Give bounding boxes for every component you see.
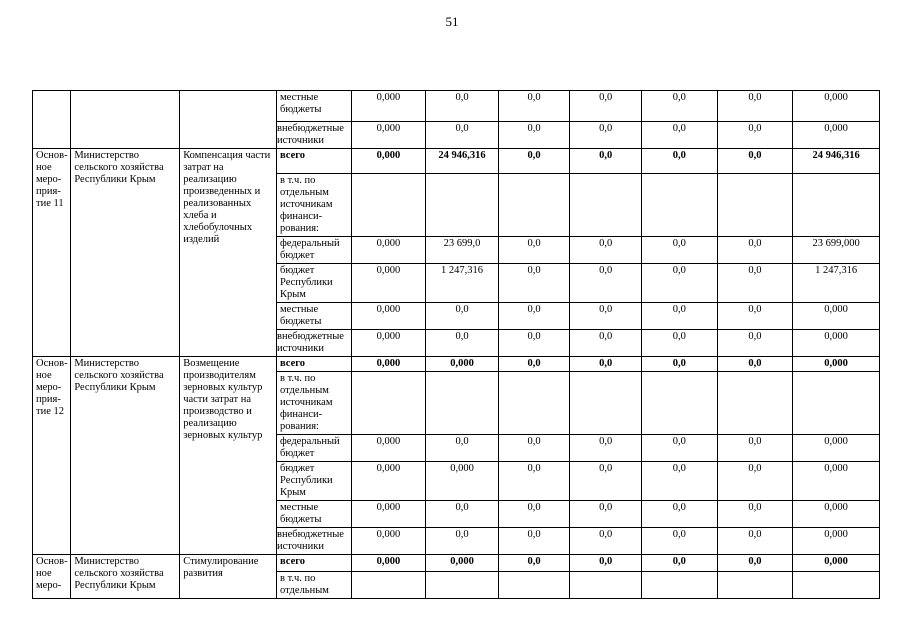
value-cell: 1 247,316 xyxy=(793,264,880,303)
funding-source: всего xyxy=(277,149,352,174)
value-cell: 0,0 xyxy=(641,122,717,149)
value-cell: 0,0 xyxy=(498,330,570,357)
activity-code-cell: Основ-ное меро-прия-тие 12 xyxy=(33,357,71,555)
value-cell: 0,0 xyxy=(498,237,570,264)
funding-source: федеральный бюджет xyxy=(277,435,352,462)
value-cell: 0,0 xyxy=(641,330,717,357)
value-cell: 0,000 xyxy=(351,149,426,174)
funding-source: всего xyxy=(277,357,352,372)
value-cell: 0,000 xyxy=(793,357,880,372)
value-cell: 24 946,316 xyxy=(793,149,880,174)
value-cell: 0,0 xyxy=(641,91,717,122)
value-cell: 0,0 xyxy=(570,91,642,122)
value-cell: 0,0 xyxy=(570,435,642,462)
budget-table xyxy=(32,90,880,599)
value-cell: 0,000 xyxy=(793,122,880,149)
value-cell: 0,0 xyxy=(498,149,570,174)
value-cell: 0,000 xyxy=(793,462,880,501)
funding-source: всего xyxy=(277,555,352,572)
value-cell: 0,0 xyxy=(717,303,793,330)
executor-cell: Министерство сельского хозяйства Республики Крым xyxy=(71,149,180,357)
value-cell: 0,000 xyxy=(351,122,426,149)
funding-source: в т.ч. по отдельным xyxy=(277,572,352,599)
value-cell: 0,0 xyxy=(641,303,717,330)
activity-code-cell: Основ-ное меро- xyxy=(33,555,71,599)
value-cell: 0,0 xyxy=(498,91,570,122)
value-cell: 0,0 xyxy=(426,528,499,555)
value-cell: 0,0 xyxy=(717,149,793,174)
value-cell: 0,0 xyxy=(570,528,642,555)
value-cell: 0,0 xyxy=(426,501,499,528)
funding-source: внебюджетные источники xyxy=(277,528,352,555)
value-cell: 0,0 xyxy=(641,357,717,372)
value-cell: 0,0 xyxy=(717,264,793,303)
table-row xyxy=(33,91,880,122)
value-cell: 0,000 xyxy=(351,330,426,357)
executor-cell: Министерство сельского хозяйства Республики Крым xyxy=(71,357,180,555)
value-cell: 0,0 xyxy=(426,303,499,330)
value-cell: 0,0 xyxy=(570,237,642,264)
value-cell: 0,0 xyxy=(717,330,793,357)
value-cell: 0,0 xyxy=(498,264,570,303)
funding-source: внебюджетные источники xyxy=(277,122,352,149)
activity-code-cell: Основ-ное меро-прия-тие 11 xyxy=(33,149,71,357)
value-cell: 0,0 xyxy=(717,357,793,372)
value-cell: 0,0 xyxy=(717,555,793,572)
value-cell: 0,0 xyxy=(641,149,717,174)
value-cell: 0,000 xyxy=(351,264,426,303)
value-cell: 0,0 xyxy=(717,91,793,122)
value-cell: 0,0 xyxy=(570,357,642,372)
value-cell: 0,0 xyxy=(641,237,717,264)
value-cell: 0,0 xyxy=(717,501,793,528)
executor-cell xyxy=(71,91,180,149)
value-cell: 0,000 xyxy=(351,462,426,501)
value-cell: 0,000 xyxy=(351,501,426,528)
value-cell: 24 946,316 xyxy=(426,149,499,174)
funding-source: в т.ч. по отдельным источникам финанси-рования: xyxy=(277,174,352,237)
value-cell: 0,0 xyxy=(570,303,642,330)
executor-cell: Министерство сельского хозяйства Республики Крым xyxy=(71,555,180,599)
value-cell: 0,000 xyxy=(426,357,499,372)
value-cell: 0,0 xyxy=(498,357,570,372)
value-cell: 0,0 xyxy=(426,435,499,462)
value-cell: 0,0 xyxy=(641,501,717,528)
value-cell: 0,0 xyxy=(570,462,642,501)
value-cell: 0,000 xyxy=(351,528,426,555)
value-cell: 0,0 xyxy=(498,528,570,555)
value-cell: 0,0 xyxy=(641,435,717,462)
value-cell: 0,000 xyxy=(426,462,499,501)
funding-source: местные бюджеты xyxy=(277,91,352,122)
funding-source: федеральный бюджет xyxy=(277,237,352,264)
value-cell: 0,000 xyxy=(351,237,426,264)
value-cell: 0,0 xyxy=(498,122,570,149)
activity-name-cell: Стимулирование развития xyxy=(180,555,277,599)
value-cell: 0,000 xyxy=(793,91,880,122)
funding-source: внебюджетные источники xyxy=(277,330,352,357)
funding-source: местные бюджеты xyxy=(277,501,352,528)
value-cell: 0,000 xyxy=(793,555,880,572)
value-cell: 0,0 xyxy=(570,264,642,303)
value-cell: 1 247,316 xyxy=(426,264,499,303)
value-cell: 0,0 xyxy=(717,435,793,462)
value-cell: 0,000 xyxy=(793,528,880,555)
value-cell: 0,0 xyxy=(717,462,793,501)
activity-code-cell xyxy=(33,91,71,149)
activity-name-cell: Компенсация части затрат на реализацию произведенных и реализованных хлеба и хлебобулочных изделий xyxy=(180,149,277,357)
value-cell: 0,0 xyxy=(570,149,642,174)
value-cell: 0,0 xyxy=(498,303,570,330)
value-cell: 0,000 xyxy=(351,357,426,372)
value-cell: 0,000 xyxy=(351,303,426,330)
value-cell: 0,0 xyxy=(498,501,570,528)
value-cell: 0,0 xyxy=(570,501,642,528)
table-row xyxy=(33,149,880,174)
value-cell: 0,0 xyxy=(498,435,570,462)
table-row xyxy=(33,357,880,372)
funding-source: в т.ч. по отдельным источникам финанси-рования: xyxy=(277,372,352,435)
funding-source: бюджет Республики Крым xyxy=(277,462,352,501)
value-cell: 0,0 xyxy=(426,122,499,149)
value-cell: 0,0 xyxy=(498,555,570,572)
value-cell: 0,0 xyxy=(570,330,642,357)
value-cell: 0,0 xyxy=(641,264,717,303)
value-cell: 0,000 xyxy=(793,501,880,528)
value-cell: 0,0 xyxy=(426,91,499,122)
value-cell: 23 699,000 xyxy=(793,237,880,264)
value-cell: 0,0 xyxy=(717,528,793,555)
value-cell: 0,0 xyxy=(426,330,499,357)
page-number: 51 xyxy=(445,14,459,29)
funding-source: местные бюджеты xyxy=(277,303,352,330)
activity-name-cell xyxy=(180,91,277,149)
value-cell: 0,0 xyxy=(641,555,717,572)
activity-name-cell: Возмещение производителям зерновых культур части затрат на производство и реализацию зерновых культур xyxy=(180,357,277,555)
value-cell: 0,0 xyxy=(641,462,717,501)
value-cell: 0,000 xyxy=(793,435,880,462)
value-cell: 0,000 xyxy=(793,303,880,330)
value-cell: 0,000 xyxy=(793,330,880,357)
value-cell: 0,0 xyxy=(498,462,570,501)
value-cell: 23 699,0 xyxy=(426,237,499,264)
table-row xyxy=(33,555,880,572)
value-cell: 0,0 xyxy=(717,122,793,149)
value-cell: 0,000 xyxy=(426,555,499,572)
value-cell: 0,000 xyxy=(351,91,426,122)
value-cell: 0,0 xyxy=(570,122,642,149)
value-cell: 0,0 xyxy=(641,528,717,555)
funding-source: бюджет Республики Крым xyxy=(277,264,352,303)
value-cell: 0,0 xyxy=(717,237,793,264)
value-cell: 0,000 xyxy=(351,435,426,462)
value-cell: 0,000 xyxy=(351,555,426,572)
value-cell: 0,0 xyxy=(570,555,642,572)
